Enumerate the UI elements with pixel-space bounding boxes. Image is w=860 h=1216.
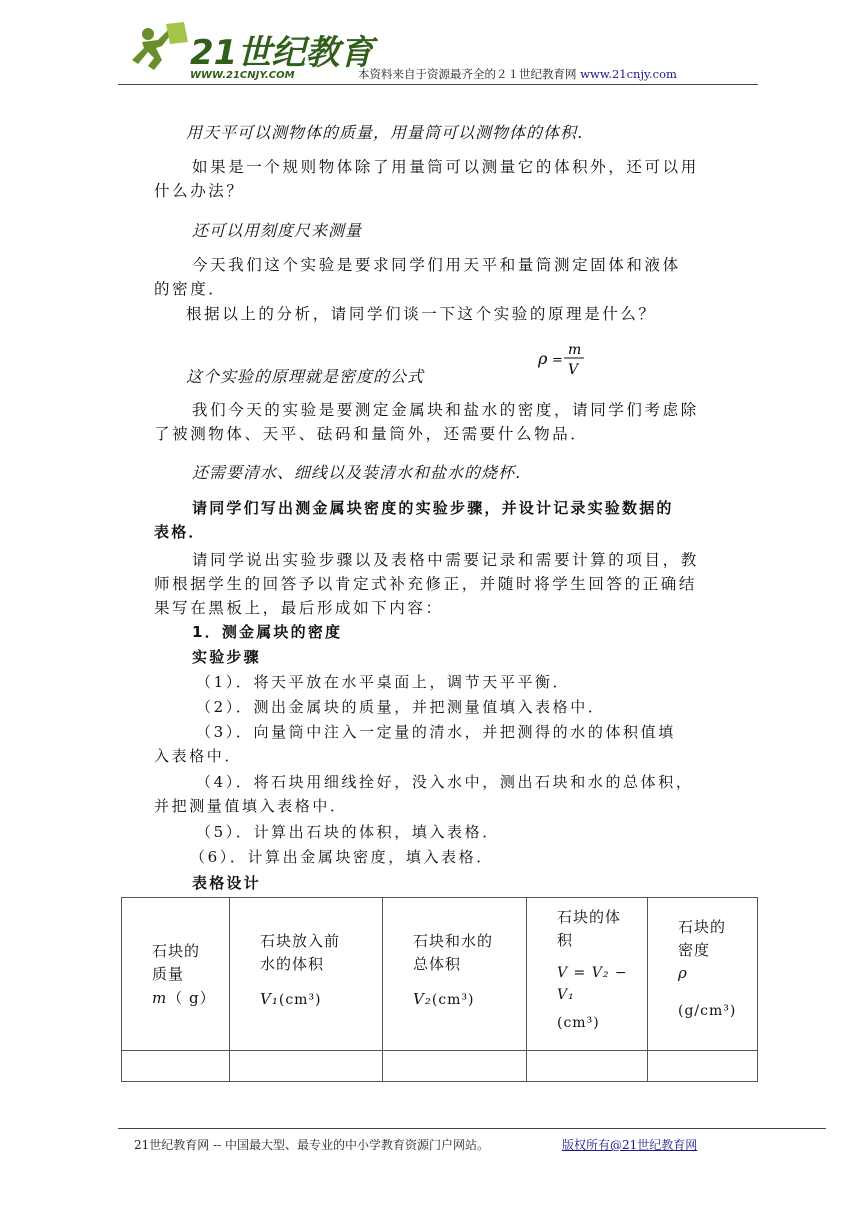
runner-icon: [132, 22, 188, 70]
answer-balance-cylinder: 用天平可以测物体的质量，用量筒可以测物体的体积．: [186, 123, 595, 142]
formula-numerator: m: [568, 342, 582, 358]
paragraph-materials-line2: 了被测物体、天平、砝码和量筒外，还需要什么物品．: [154, 425, 589, 443]
footer-divider: [118, 1128, 826, 1129]
paragraph-teacher-line1: 请同学说出实验步骤以及表格中需要记录和需要计算的项目，教: [192, 551, 699, 569]
table-header-mass: [122, 898, 230, 1051]
density-label-line1: 石块的: [678, 918, 727, 936]
header-source-text: 本资料来自于资源最齐全的２１世纪教育网: [358, 67, 577, 81]
formula-equals: =: [552, 353, 563, 368]
step-2: （2）．测出金属块的质量，并把测量值填入表格中．: [196, 698, 606, 716]
question-regular-object-line1: 如果是一个规则物体除了用量筒可以测量它的体积外，还可以用: [192, 158, 699, 176]
water-volume-symbol: V₁: [260, 990, 279, 1008]
density-symbol: ρ: [678, 964, 688, 982]
logo-url: WWW.21CNJY.COM: [190, 70, 295, 81]
table-heading: 表格设计: [192, 874, 261, 892]
table-cell-stone-volume: [527, 1051, 648, 1082]
step-1: （1）．将天平放在水平桌面上，调节天平平衡．: [196, 673, 571, 691]
water-volume-unit: (cm³): [278, 992, 322, 1008]
density-unit: (g/cm³): [678, 1003, 737, 1019]
total-volume-label-line1: 石块和水的: [413, 932, 494, 950]
table-header-stone-volume: [527, 898, 648, 1051]
step-4-line1: （4）．将石块用细线拴好，没入水中，测出石块和水的总体积，: [196, 773, 694, 791]
stone-volume-formula: V = V₂ − V₁: [557, 965, 628, 1003]
step-4-line2: 并把测量值填入表格中．: [154, 797, 348, 815]
table-header-density: [648, 898, 758, 1051]
table-data-row: [122, 1051, 758, 1082]
logo-wordmark: 21世纪教育: [190, 33, 374, 73]
paragraph-teacher-line3: 果写在黑板上，最后形成如下内容：: [154, 599, 444, 617]
question-regular-object-line2: 什么办法？: [154, 182, 245, 200]
mass-label-line2: 质量: [152, 965, 185, 983]
stone-volume-label-line1: 石块的体: [557, 908, 622, 926]
step-3-line2: 入表格中．: [154, 747, 243, 765]
table-cell-density: [648, 1051, 758, 1082]
step-5: （5）．计算出石块的体积，填入表格．: [196, 823, 500, 841]
density-formula: [536, 340, 596, 380]
steps-heading: 实验步骤: [192, 648, 261, 666]
step-6: （6）．计算出金属块密度，填入表格．: [190, 848, 494, 866]
paragraph-experiment-line2: 的密度．: [154, 280, 227, 298]
mass-unit: （ g）: [167, 989, 216, 1007]
answer-materials: 还需要清水、细线以及装清水和盐水的烧杯．: [192, 463, 533, 482]
task-line2: 表格．: [154, 523, 206, 541]
header-divider: [118, 84, 758, 85]
task-line1: 请同学们写出测金属块密度的实验步骤，并设计记录实验数据的: [192, 499, 674, 517]
step-3-line1: （3）．向量筒中注入一定量的清水，并把测得的水的体积值填: [196, 723, 676, 741]
table-cell-water-volume: [230, 1051, 383, 1082]
formula-rho: ρ: [538, 349, 548, 368]
paragraph-experiment-line1: 今天我们这个实验是要求同学们用天平和量筒测定固体和液体: [192, 256, 681, 274]
header-source-url[interactable]: www.21cnjy.com: [580, 67, 677, 81]
footer-text: 21世纪教育网 -- 中国最大型、最专业的中小学教育资源门户网站。: [134, 1138, 490, 1152]
paragraph-teacher-line2: 师根据学生的回答予以肯定式补充修正，并随时将学生回答的正确结: [154, 575, 698, 593]
mass-label-line1: 石块的: [152, 942, 201, 960]
footer-copyright-link[interactable]: 版权所有@21世纪教育网: [562, 1138, 698, 1152]
formula-denominator: V: [568, 362, 579, 378]
table-header-water-volume: [230, 898, 383, 1051]
table-cell-total-volume: [383, 1051, 527, 1082]
density-label-line2: 密度: [678, 941, 711, 959]
total-volume-label-line2: 总体积: [413, 955, 462, 973]
table-header-total-volume: [383, 898, 527, 1051]
header-source-line: [358, 66, 677, 82]
stone-volume-unit: (cm³): [557, 1015, 600, 1031]
water-volume-label-line2: 水的体积: [260, 955, 325, 973]
question-principle: 根据以上的分析，请同学们谈一下这个实验的原理是什么？: [186, 305, 657, 323]
data-table: [121, 897, 758, 1082]
answer-ruler: 还可以用刻度尺来测量: [192, 221, 363, 240]
section-heading-metal-density: 1．测金属块的密度: [192, 623, 343, 641]
table-cell-mass: [122, 1051, 230, 1082]
paragraph-materials-line1: 我们今天的实验是要测定金属块和盐水的密度，请同学们考虑除: [192, 401, 699, 419]
site-logo: [128, 20, 374, 84]
stone-volume-label-line2: 积: [557, 931, 574, 949]
table-header-row: [122, 898, 758, 1051]
answer-principle: 这个实验的原理就是密度的公式: [186, 367, 425, 386]
mass-symbol: m: [152, 989, 168, 1007]
total-volume-symbol: V₂: [413, 990, 432, 1008]
total-volume-unit: (cm³): [431, 992, 475, 1008]
water-volume-label-line1: 石块放入前: [260, 932, 341, 950]
